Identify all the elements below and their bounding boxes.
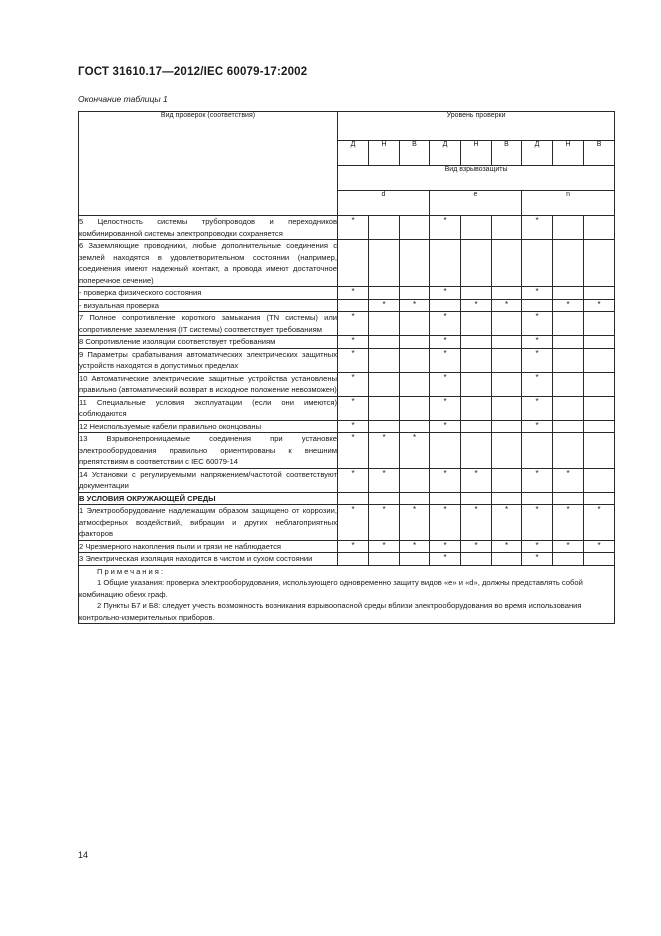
check-mark-cell (369, 336, 400, 349)
protection-header: Вид взрывозащиты (338, 166, 615, 191)
check-mark-cell (584, 216, 615, 240)
check-mark-cell: * (369, 299, 400, 312)
table-row (79, 505, 615, 541)
protection-group-n: n (522, 191, 615, 216)
check-description: 2 Чрезмерного накопления пыли и грязи не наблюдается (79, 540, 338, 553)
table-row (79, 312, 615, 336)
check-mark-cell: * (430, 336, 461, 349)
check-mark-cell (584, 492, 615, 505)
level-cell: В (400, 141, 430, 166)
check-mark-cell (553, 396, 584, 420)
check-mark-cell: * (338, 312, 369, 336)
check-mark-cell (400, 553, 430, 566)
check-mark-cell (461, 433, 492, 469)
check-mark-cell: * (430, 553, 461, 566)
check-mark-cell: * (522, 505, 553, 541)
check-mark-cell (492, 287, 522, 300)
check-description: 3 Электрическая изоляция находится в чистом и сухом состоянии (79, 553, 338, 566)
check-mark-cell (400, 216, 430, 240)
check-mark-cell: * (522, 348, 553, 372)
check-description: 11 Специальные условия эксплуатации (если они имеются) соблюдаются (79, 397, 337, 418)
check-description: 5 Целостность системы трубопроводов и переходников комбинированной системы электропроводки сохраняется (79, 217, 337, 238)
table-row (79, 240, 615, 287)
check-mark-cell (369, 240, 400, 287)
check-mark-cell: * (461, 468, 492, 492)
check-mark-cell (369, 348, 400, 372)
check-mark-cell (400, 468, 430, 492)
check-mark-cell: * (522, 287, 553, 300)
check-mark-cell (369, 420, 400, 433)
check-description: - проверка физического состояния (79, 287, 338, 300)
check-mark-cell: * (338, 420, 369, 433)
table-row (79, 553, 615, 566)
check-mark-cell: * (369, 433, 400, 469)
check-mark-cell (492, 348, 522, 372)
table-row (79, 433, 615, 469)
check-description: 7 Полное сопротивление короткого замыкания (TN системы) или сопротивление заземления (IT системы) соответствует требованиям (79, 313, 337, 334)
check-mark-cell (492, 336, 522, 349)
check-mark-cell (461, 240, 492, 287)
check-mark-cell (461, 396, 492, 420)
check-description: 1 Электрооборудование надлежащим образом защищено от коррозии, атмосферных воздействий, вибрации и других неблагоприятных факторов (79, 506, 337, 538)
check-mark-cell (553, 240, 584, 287)
check-mark-cell (492, 492, 522, 505)
check-description: 10 Автоматические электрические защитные устройства установлены правильно (автоматический возврат в исходное положение невозможен) (79, 373, 337, 394)
check-mark-cell: * (430, 540, 461, 553)
header-row-level (79, 112, 615, 141)
check-mark-cell (522, 240, 553, 287)
check-mark-cell: * (461, 299, 492, 312)
check-mark-cell: * (553, 468, 584, 492)
check-mark-cell (492, 216, 522, 240)
page-number: 14 (78, 850, 89, 860)
table-row (79, 216, 615, 240)
note-item: 1 Общие указания: проверка электрооборудования, использующего одновременно защиту видов «е» и «d», должны представлять собой комбинацию обеих граф. (79, 578, 583, 599)
check-mark-cell: * (492, 505, 522, 541)
check-mark-cell (430, 492, 461, 505)
check-description: 9 Параметры срабатывания автоматических электрических защитных устройств находятся в допустимых пределах (79, 349, 337, 370)
check-mark-cell: * (338, 468, 369, 492)
check-mark-cell: * (338, 348, 369, 372)
check-mark-cell (369, 553, 400, 566)
check-mark-cell (369, 396, 400, 420)
table-row (79, 287, 615, 300)
check-mark-cell (492, 433, 522, 469)
table-row (79, 372, 615, 396)
check-mark-cell: * (400, 540, 430, 553)
note-item: 2 Пункты Б7 и Б8: следует учесть возможность возникания взрывоопасной среды вблизи электрооборудования во время использования контрольно-измерительных приборов. (79, 601, 582, 622)
check-mark-cell (584, 348, 615, 372)
check-mark-cell: * (522, 372, 553, 396)
check-mark-cell (461, 348, 492, 372)
protection-group-d: d (338, 191, 430, 216)
check-mark-cell: * (430, 216, 461, 240)
check-mark-cell: * (522, 312, 553, 336)
check-mark-cell (492, 553, 522, 566)
table-row (79, 492, 615, 505)
check-description: 14 Установки с регулируемыми напряжением/частотой соответствуют документации (79, 469, 337, 490)
check-mark-cell (400, 336, 430, 349)
check-mark-cell (492, 312, 522, 336)
check-mark-cell (461, 336, 492, 349)
check-mark-cell (400, 287, 430, 300)
check-mark-cell: * (584, 540, 615, 553)
check-mark-cell (553, 553, 584, 566)
check-mark-cell (584, 287, 615, 300)
check-type-header: Вид проверок (соответствия) (79, 112, 338, 216)
check-mark-cell (430, 299, 461, 312)
check-mark-cell (522, 299, 553, 312)
check-mark-cell (400, 396, 430, 420)
level-header: Уровень проверки (338, 112, 615, 141)
check-mark-cell: * (430, 505, 461, 541)
check-mark-cell: * (338, 336, 369, 349)
inspection-table (78, 111, 615, 624)
check-mark-cell: * (553, 299, 584, 312)
table-row (79, 468, 615, 492)
check-mark-cell (492, 240, 522, 287)
check-mark-cell (461, 312, 492, 336)
check-mark-cell: * (461, 540, 492, 553)
check-mark-cell (461, 492, 492, 505)
check-mark-cell: * (338, 540, 369, 553)
check-mark-cell (553, 348, 584, 372)
level-cell: В (584, 141, 615, 166)
check-mark-cell (584, 312, 615, 336)
check-mark-cell (369, 216, 400, 240)
check-mark-cell: * (430, 420, 461, 433)
table-row (79, 299, 615, 312)
level-cell: Д (522, 141, 553, 166)
check-mark-cell (553, 336, 584, 349)
check-mark-cell: * (338, 433, 369, 469)
check-mark-cell: * (338, 287, 369, 300)
check-mark-cell (584, 336, 615, 349)
check-mark-cell (584, 553, 615, 566)
level-cell: Н (553, 141, 584, 166)
table-row (79, 348, 615, 372)
table-row (79, 336, 615, 349)
check-mark-cell (430, 433, 461, 469)
check-mark-cell: * (492, 540, 522, 553)
check-mark-cell: * (430, 468, 461, 492)
check-mark-cell: * (369, 540, 400, 553)
check-mark-cell: * (430, 396, 461, 420)
check-mark-cell (553, 492, 584, 505)
check-mark-cell: * (338, 396, 369, 420)
check-description: 13 Взрывонепроницаемые соединения при установке электрооборудования правильно ориентированы к внешним препятствиям в соответствии с IEC 60079-14 (79, 434, 337, 466)
document-header: ГОСТ 31610.17—2012/IEC 60079-17:2002 (78, 66, 308, 78)
check-mark-cell: * (430, 348, 461, 372)
check-mark-cell (400, 420, 430, 433)
check-mark-cell: * (522, 216, 553, 240)
check-mark-cell (461, 553, 492, 566)
check-mark-cell: * (430, 287, 461, 300)
check-mark-cell: * (522, 420, 553, 433)
check-mark-cell (492, 420, 522, 433)
check-mark-cell (400, 372, 430, 396)
check-mark-cell: * (522, 336, 553, 349)
table-row (79, 420, 615, 433)
notes-title: Примечания: (97, 566, 165, 576)
check-mark-cell (400, 312, 430, 336)
protection-group-e: e (430, 191, 522, 216)
level-cell: Н (369, 141, 400, 166)
check-description: В УСЛОВИЯ ОКРУЖАЮЩЕЙ СРЕДЫ (79, 492, 338, 505)
check-mark-cell (430, 240, 461, 287)
notes-row (79, 565, 615, 624)
check-mark-cell (400, 348, 430, 372)
check-mark-cell: * (461, 505, 492, 541)
check-mark-cell (338, 553, 369, 566)
check-mark-cell (522, 492, 553, 505)
check-mark-cell (553, 433, 584, 469)
table-row (79, 396, 615, 420)
check-mark-cell: * (430, 372, 461, 396)
check-mark-cell (553, 216, 584, 240)
check-mark-cell (553, 420, 584, 433)
check-mark-cell (400, 240, 430, 287)
check-mark-cell (338, 299, 369, 312)
check-mark-cell: * (369, 505, 400, 541)
check-mark-cell (553, 287, 584, 300)
check-mark-cell: * (584, 299, 615, 312)
level-cell: Н (461, 141, 492, 166)
check-mark-cell: * (522, 396, 553, 420)
check-mark-cell: * (400, 505, 430, 541)
level-cell: В (492, 141, 522, 166)
check-mark-cell (584, 433, 615, 469)
check-mark-cell: * (430, 312, 461, 336)
check-mark-cell (584, 240, 615, 287)
level-cell: Д (338, 141, 369, 166)
check-mark-cell (461, 372, 492, 396)
table-caption: Окончание таблицы 1 (78, 94, 168, 104)
check-mark-cell (369, 312, 400, 336)
check-description: 6 Заземляющие проводники, любые дополнительные соединения с землей находятся в удовлетворительном состоянии (например, соединения имеют надежный контакт, а провода имеют достаточное поперечное сечение) (79, 241, 337, 285)
check-mark-cell: * (522, 553, 553, 566)
check-mark-cell (553, 312, 584, 336)
check-mark-cell (461, 420, 492, 433)
notes-cell (79, 565, 615, 624)
check-mark-cell (492, 468, 522, 492)
level-cell: Д (430, 141, 461, 166)
check-mark-cell (553, 372, 584, 396)
check-mark-cell (338, 492, 369, 505)
check-mark-cell: * (400, 433, 430, 469)
check-mark-cell (461, 216, 492, 240)
check-mark-cell: * (522, 540, 553, 553)
check-mark-cell (492, 372, 522, 396)
check-mark-cell: * (400, 299, 430, 312)
check-mark-cell (584, 420, 615, 433)
check-mark-cell: * (492, 299, 522, 312)
check-mark-cell: * (584, 505, 615, 541)
check-mark-cell (584, 372, 615, 396)
check-mark-cell (522, 433, 553, 469)
check-mark-cell (461, 287, 492, 300)
check-mark-cell (584, 468, 615, 492)
check-description: 12 Неиспользуемые кабели правильно оконцованы (79, 420, 338, 433)
check-mark-cell (400, 492, 430, 505)
check-mark-cell (369, 492, 400, 505)
check-mark-cell: * (369, 468, 400, 492)
check-mark-cell (584, 396, 615, 420)
check-mark-cell (338, 240, 369, 287)
check-mark-cell: * (338, 216, 369, 240)
check-mark-cell: * (553, 540, 584, 553)
check-mark-cell: * (553, 505, 584, 541)
check-mark-cell (369, 287, 400, 300)
check-mark-cell: * (338, 372, 369, 396)
table-row (79, 540, 615, 553)
check-mark-cell: * (338, 505, 369, 541)
check-description: 8 Сопротивление изоляции соответствует требованиям (79, 336, 338, 349)
check-mark-cell (492, 396, 522, 420)
check-mark-cell: * (522, 468, 553, 492)
check-description: - визуальная проверка (79, 299, 338, 312)
check-mark-cell (369, 372, 400, 396)
